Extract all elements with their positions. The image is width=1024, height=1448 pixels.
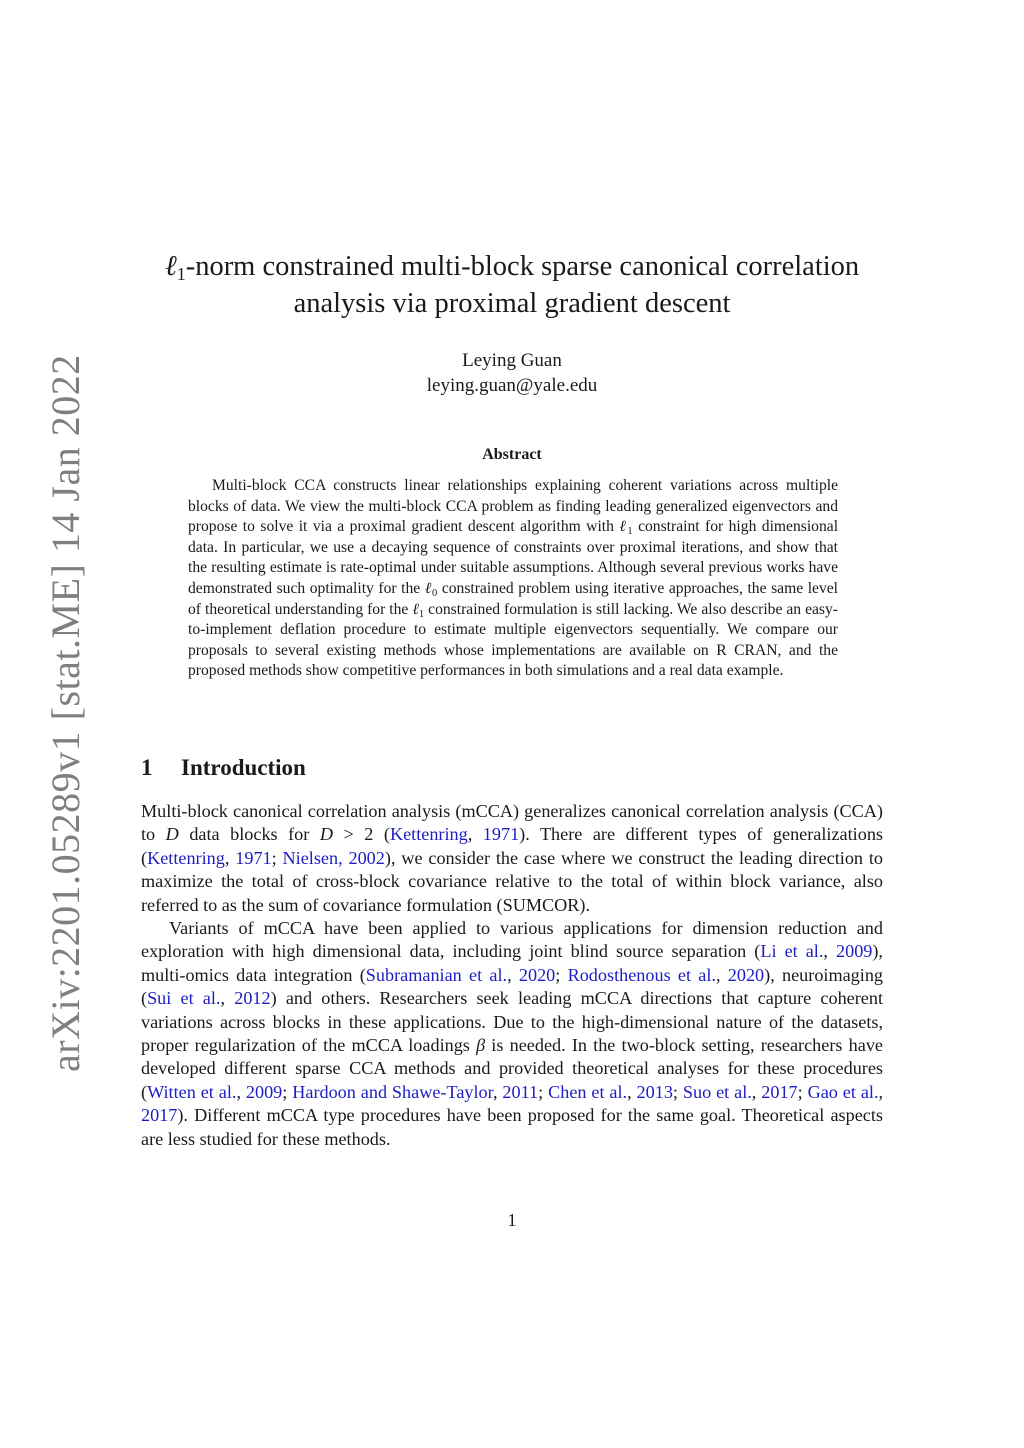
separator: , — [224, 847, 236, 868]
citation-link[interactable]: Chen et al. — [548, 1081, 628, 1102]
citation-link[interactable]: 2011 — [502, 1081, 539, 1102]
citation-link[interactable]: Witten et al. — [147, 1081, 237, 1102]
separator: ; — [271, 847, 283, 868]
separator: , — [751, 1081, 762, 1102]
text-span: ), neuroimaging ( — [141, 964, 884, 1009]
separator: , — [236, 1081, 246, 1102]
text-span: is needed. In the two-block setting, researchers have developed different sparse CCA methods and provided theoretical analyses for these procedures ( — [141, 1035, 883, 1102]
separator: , — [467, 824, 483, 845]
citation-link[interactable]: 2012 — [234, 988, 271, 1009]
text-span: ) and others. Researchers seek leading mCCA directions that capture coherent variations across blocks in these applications. Due to the high-dimensional nature of the datasets, proper regularization of the mCCA loadings — [141, 988, 884, 1056]
citation-link[interactable]: 2009 — [245, 1081, 283, 1102]
intro-paragraph-2 — [141, 917, 883, 1151]
separator: ; — [555, 964, 568, 985]
separator: , — [627, 1081, 637, 1102]
ell-symbol: ℓ — [164, 251, 177, 282]
title-line-2: analysis via proximal gradient descent — [293, 288, 731, 319]
section-heading-introduction — [141, 752, 641, 784]
citation-link[interactable]: Subramanian et al. — [365, 964, 508, 985]
ell-symbol: ℓ — [412, 600, 419, 618]
citation-link[interactable]: Hardoon and Shawe-Taylor — [292, 1081, 493, 1102]
ell-symbol: ℓ — [619, 518, 628, 536]
citation-link[interactable]: Kettenring — [147, 847, 225, 868]
abstract-heading: Abstract — [482, 446, 542, 463]
introduction-body — [141, 800, 883, 1151]
citation-link[interactable]: Kettenring — [389, 824, 468, 845]
ell-symbol: ℓ — [424, 579, 432, 597]
citation-link[interactable]: Gao et al. — [807, 1081, 879, 1102]
abstract-part-4: constrained formulation is still lacking. We also describe an easy-to-implement deflation procedure to estimate multiple eigenvectors sequentially. We compare our proposals to several existing methods whose implementations are available on R CRAN, and the proposed methods show competitive performances in both simulations and a real data example. — [188, 600, 838, 680]
text-span: ). Different mCCA type procedures have been proposed for the same goal. Theoretical aspects are less studied for these methods. — [141, 1105, 883, 1149]
section-number: 1 — [141, 755, 153, 780]
arxiv-identifier-stamp[interactable]: arXiv:2201.05289v1 [stat.ME] 14 Jan 2022 — [43, 354, 88, 1072]
text-span: data blocks for — [178, 824, 320, 845]
abstract-part-3: constrained problem using iterative approaches, the same level of theoretical understanding for the — [188, 579, 839, 618]
separator: ; — [282, 1081, 293, 1102]
math-symbol: β — [476, 1035, 486, 1056]
separator: ; — [797, 1081, 808, 1102]
text-span: ), multi-omics data integration ( — [141, 941, 883, 985]
text-span: Variants of mCCA have been applied to various applications for dimension reduction and exploration with high dimensional data, including joint blind source separation ( — [141, 918, 883, 962]
text-span: ), we consider the case where we construct the leading direction to maximize the total of cross-block covariance relative to the total of within block variance, also referred to as the sum of covariance formulation (SUMCOR). — [141, 847, 884, 915]
author-block — [312, 348, 712, 398]
intro-paragraph-1 — [141, 800, 883, 917]
math-symbol: D — [165, 824, 179, 845]
citation-link[interactable]: 1971 — [235, 847, 272, 868]
separator: , — [492, 1081, 503, 1102]
citation-link[interactable]: 2017 — [141, 1105, 178, 1126]
citation-link[interactable]: 2020 — [727, 964, 765, 985]
text-span: > 2 ( — [332, 824, 390, 845]
math-symbol: D — [319, 824, 333, 845]
author-email[interactable]: leying.guan@yale.edu — [426, 375, 598, 396]
separator: , — [715, 964, 728, 985]
paper-title — [120, 248, 904, 322]
separator: ; — [672, 1081, 683, 1102]
abstract-part-2: constraint for high dimensional data. In particular, we use a decaying sequence of constraints over proximal iterations, and show that the resulting estimate is rate-optimal under suitable assumptions. Although several previous works have demonstrated such optimality for the — [188, 518, 839, 597]
ell-subscript: 1 — [418, 608, 425, 620]
separator: ; — [538, 1081, 549, 1102]
abstract-text — [188, 476, 838, 682]
citation-link[interactable]: 2017 — [761, 1081, 798, 1102]
citation-link[interactable]: Li et al. — [760, 941, 824, 962]
citation-link[interactable]: Rodosthenous et al. — [567, 964, 716, 985]
text-span: ). There are different types of generalizations ( — [141, 824, 884, 868]
section-title: Introduction — [181, 755, 306, 780]
citation-link[interactable]: Sui et al. — [147, 988, 221, 1009]
text-span: Multi-block canonical correlation analysis (mCCA) generalizes canonical correlation analysis (CCA) to — [141, 801, 883, 845]
ell-subscript: 1 — [627, 526, 633, 538]
ell-subscript: 1 — [176, 264, 186, 284]
citation-link[interactable]: 2009 — [836, 941, 873, 962]
citation-link[interactable]: 1971 — [482, 824, 520, 845]
separator: , — [823, 941, 836, 962]
page-number: 1 — [507, 1210, 517, 1230]
separator: , — [220, 988, 235, 1009]
separator: , — [878, 1081, 884, 1102]
separator: , — [507, 964, 519, 985]
abstract-part-1: Multi-block CCA constructs linear relationships explaining coherent variations across multiple blocks of data. We view the multi-block CCA problem as finding leading generalized eigenvectors and propose to solve it via a proximal gradient descent algorithm with — [188, 477, 838, 536]
citation-link[interactable]: 2013 — [636, 1081, 673, 1102]
author-name: Leying Guan — [462, 350, 562, 371]
citation-link[interactable]: Suo et al. — [682, 1081, 752, 1102]
ell-subscript: 0 — [432, 587, 438, 599]
citation-link[interactable]: 2020 — [518, 964, 556, 985]
title-line-1: -norm constrained multi-block sparse canonical correlation — [185, 251, 860, 282]
citation-link[interactable]: Nielsen, 2002 — [282, 847, 385, 868]
